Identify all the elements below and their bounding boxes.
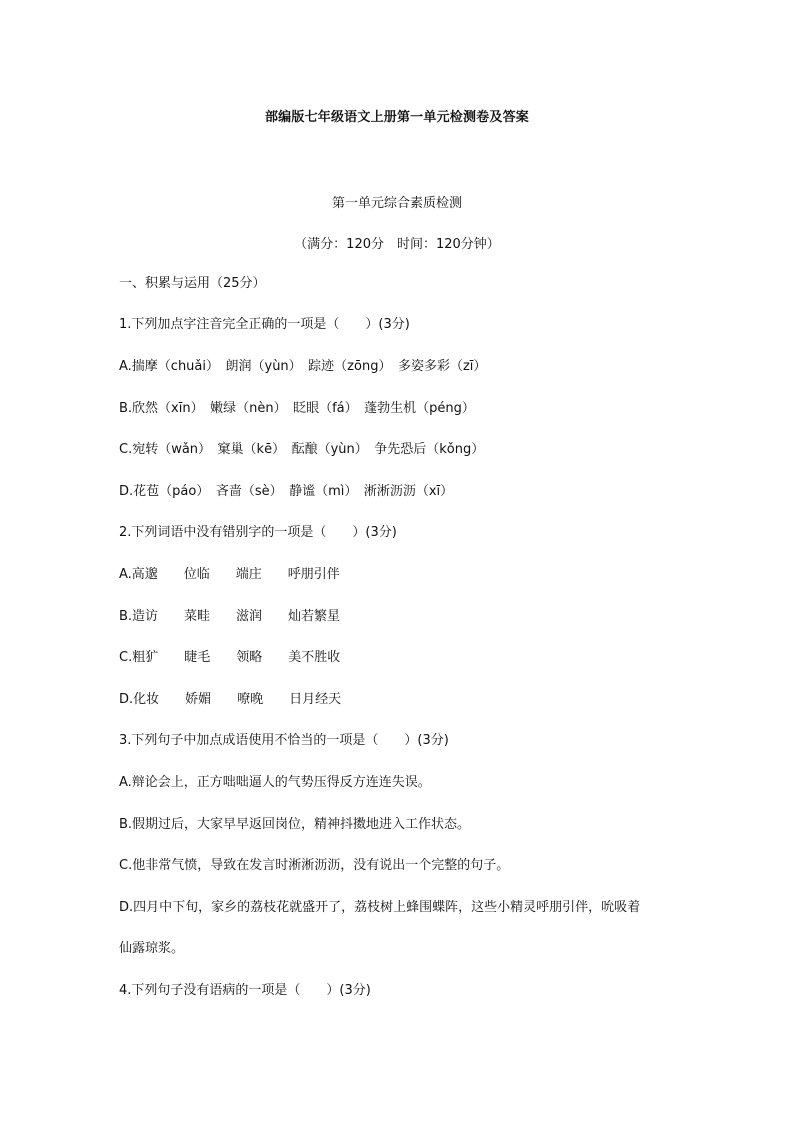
question-3-option-c: C.他非常气愤，导致在发言时淅淅沥沥，没有说出一个完整的句子。 xyxy=(119,858,510,873)
question-2-option-d: D.化妆 娇媚 嘹晚 日月经天 xyxy=(119,692,342,707)
question-1-option-a: A.揣摩（chuǎi） 朗润（yùn） 踪迹（zōng） 多姿多彩（zī） xyxy=(119,359,487,374)
question-3-option-a: A.辩论会上，正方咄咄逼人的气势压得反方连连失误。 xyxy=(119,775,431,790)
section-heading: 一、积累与运用（25分） xyxy=(119,276,266,291)
question-3-option-d: D.四月中下旬，家乡的荔枝花就盛开了，荔枝树上蜂围蝶阵，这些小精灵呼朋引伴，吮吸着 xyxy=(119,900,641,915)
exam-subtitle: 第一单元综合素质检测 xyxy=(331,196,462,211)
exam-meta: （满分：120分 时间：120分钟） xyxy=(294,237,500,252)
question-3-stem: 3.下列句子中加点成语使用不恰当的一项是（ ）(3分) xyxy=(119,733,449,748)
question-2-option-a: A.高邈 位临 端庄 呼朋引伴 xyxy=(119,567,340,582)
question-1-option-b: B.欣然（xīn） 嫩绿（nèn） 眨眼（fá） 蓬勃生机（péng） xyxy=(119,401,475,416)
question-3-option-b: B.假期过后，大家早早返回岗位，精神抖擞地进入工作状态。 xyxy=(119,817,471,832)
question-2-option-c: C.粗犷 睫毛 领略 美不胜收 xyxy=(119,650,341,665)
question-4-stem: 4.下列句子没有语病的一项是（ ）(3分) xyxy=(119,983,371,998)
question-1-stem: 1.下列加点字注音完全正确的一项是（ ）(3分) xyxy=(119,317,410,332)
question-1-option-c: C.宛转（wǎn） 窠巢（kē） 酝酿（yùn） 争先恐后（kǒng） xyxy=(119,442,485,457)
question-2-stem: 2.下列词语中没有错别字的一项是（ ）(3分) xyxy=(119,525,397,540)
question-3-option-d-continuation: 仙露琼浆。 xyxy=(119,941,185,956)
question-1-option-d: D.花苞（páo） 吝啬（sè） 静谧（mì） 淅淅沥沥（xī） xyxy=(119,484,454,499)
document-title: 部编版七年级语文上册第一单元检测卷及答案 xyxy=(264,110,529,125)
question-2-option-b: B.造访 菜畦 滋润 灿若繁星 xyxy=(119,609,341,624)
